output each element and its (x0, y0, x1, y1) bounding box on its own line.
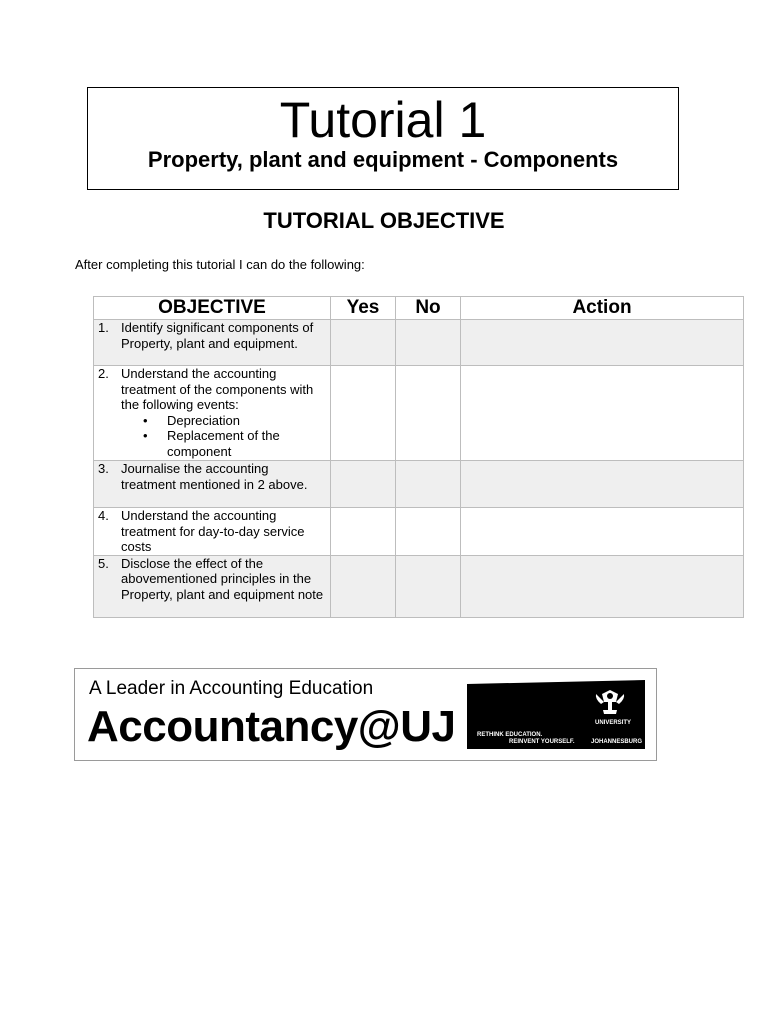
bullet-icon: • (143, 428, 148, 443)
objective-text: Identify significant components of Property, plant and equipment. (121, 320, 314, 351)
table-row (94, 508, 744, 556)
objective-cell (94, 555, 331, 617)
banner-tagline: A Leader in Accounting Education (89, 678, 374, 699)
action-cell[interactable] (461, 555, 744, 617)
action-cell[interactable] (461, 508, 744, 556)
action-cell[interactable] (461, 366, 744, 461)
objective-cell (94, 461, 331, 508)
objective-cell (94, 366, 331, 461)
table-row (94, 555, 744, 617)
objective-text: Understand the accounting treatment for day-to-day service costs (121, 508, 305, 554)
logo-university-line-2: JOHANNESBURG (591, 739, 643, 745)
intro-text: After completing this tutorial I can do the following: (75, 257, 365, 272)
bullet-icon: • (143, 412, 148, 428)
table-row (94, 461, 744, 508)
yes-cell[interactable] (331, 366, 396, 461)
accountancy-uj-banner (74, 668, 657, 761)
yes-cell[interactable] (331, 508, 396, 556)
no-cell[interactable] (396, 320, 461, 366)
objective-cell (94, 320, 331, 366)
objective-number: 4. (98, 508, 109, 523)
table-row (94, 366, 744, 461)
yes-cell[interactable] (331, 555, 396, 617)
objectives-table (93, 296, 744, 618)
section-heading: TUTORIAL OBJECTIVE (263, 208, 505, 233)
page-subtitle: Property, plant and equipment - Components (147, 147, 619, 172)
objective-cell (94, 508, 331, 556)
objective-text: Disclose the effect of the abovementioned principles in the Property, plant and equipment note (121, 555, 324, 602)
objective-text: Journalise the accounting treatment mentioned in 2 above. (121, 461, 308, 492)
objective-number: 5. (98, 555, 109, 571)
objective-bullet-list (121, 413, 326, 460)
column-header-action: Action (461, 297, 744, 320)
no-cell[interactable] (396, 508, 461, 556)
yes-cell[interactable] (331, 320, 396, 366)
column-header-yes: Yes (331, 297, 396, 320)
no-cell[interactable] (396, 555, 461, 617)
objective-number: 1. (98, 320, 109, 335)
objective-number: 3. (98, 461, 109, 476)
table-header-row (94, 297, 744, 320)
bullet-item: • Depreciation (143, 412, 240, 428)
yes-cell[interactable] (331, 461, 396, 508)
objective-text: Understand the accounting treatment of the components with the following events: (121, 366, 314, 412)
banner-brand: Accountancy@UJ (87, 702, 456, 751)
no-cell[interactable] (396, 366, 461, 461)
logo-slogan-line-1: RETHINK EDUCATION. (477, 732, 543, 738)
action-cell[interactable] (461, 320, 744, 366)
no-cell[interactable] (396, 461, 461, 508)
logo-slogan-line-2: REINVENT YOURSELF. (509, 739, 575, 745)
page-title: Tutorial 1 (279, 92, 487, 148)
title-box (87, 87, 679, 190)
table-row (94, 320, 744, 366)
action-cell[interactable] (461, 461, 744, 508)
logo-university-line-1: UNIVERSITY (595, 720, 632, 726)
bullet-item: • Replacement of the component (143, 428, 280, 459)
objective-number: 2. (98, 366, 109, 381)
column-header-objective: OBJECTIVE (94, 297, 331, 320)
column-header-no: No (396, 297, 461, 320)
uj-logo (467, 680, 645, 749)
